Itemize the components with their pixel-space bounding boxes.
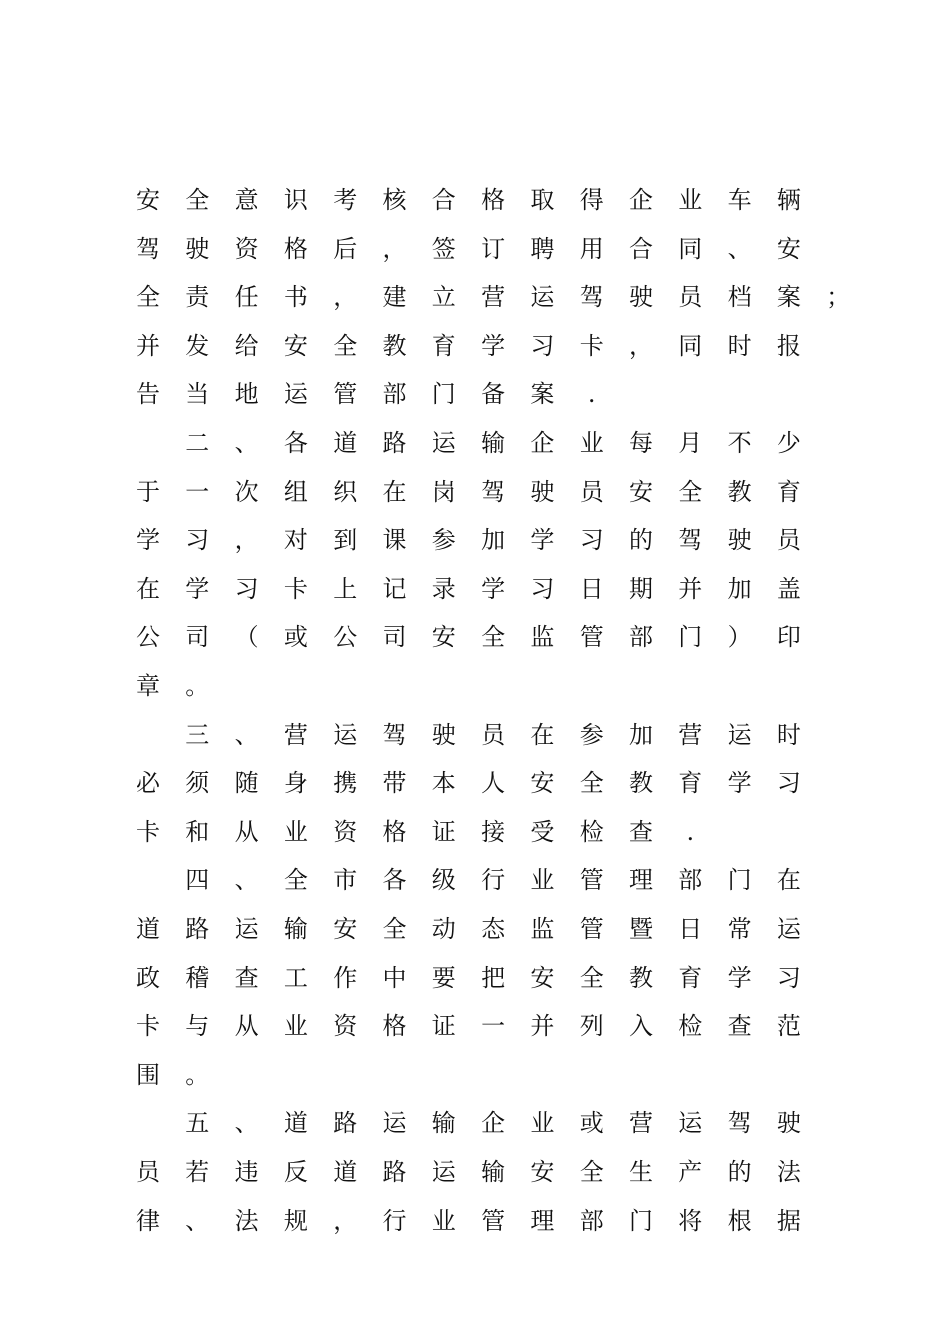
text-char: 部 — [382, 380, 407, 409]
text-char: 企 — [629, 186, 653, 214]
text-char: 四 — [185, 866, 210, 895]
text-char: 给 — [234, 331, 259, 360]
text-char: 加 — [481, 526, 506, 555]
text-char: 格 — [481, 186, 506, 214]
text-char: 查 — [234, 963, 259, 992]
text-char: ， — [333, 283, 358, 312]
text-char: 道 — [333, 429, 358, 457]
text-char: 告 — [136, 380, 160, 409]
text-char: 订 — [481, 234, 506, 263]
text-char: 。 — [185, 1060, 210, 1089]
text-char: 书 — [283, 283, 308, 312]
text-char: 业 — [530, 866, 555, 895]
text-char: 查 — [727, 1012, 752, 1041]
text-char: 驾 — [382, 720, 407, 749]
text-char: 营 — [283, 720, 308, 749]
text-char: 安 — [136, 186, 160, 214]
text-char: 全 — [185, 186, 210, 214]
text-line — [0, 1154, 950, 1190]
text-char: 育 — [776, 477, 801, 506]
text-char: 从 — [234, 1012, 259, 1041]
text-char: 或 — [579, 1109, 604, 1138]
text-line — [0, 1008, 950, 1044]
text-char: 营 — [678, 720, 703, 749]
text-line — [0, 1057, 950, 1093]
text-char: 全 — [333, 331, 358, 360]
text-char: 列 — [579, 1012, 604, 1041]
text-char: 管 — [579, 623, 604, 652]
text-char: 每 — [629, 429, 653, 457]
text-char: 意 — [234, 186, 259, 214]
text-char: 各 — [382, 866, 407, 895]
text-char: 规 — [283, 1206, 308, 1235]
text-char: 记 — [382, 574, 407, 603]
text-char: 任 — [234, 283, 259, 312]
text-char: 辆 — [776, 186, 801, 214]
text-line — [0, 765, 950, 801]
text-char: 录 — [431, 574, 456, 603]
text-char: 责 — [185, 283, 210, 312]
text-char: 安 — [629, 477, 653, 506]
text-char: 资 — [333, 817, 358, 846]
text-char: 公 — [333, 623, 358, 652]
text-char: 要 — [431, 963, 456, 992]
text-char: 上 — [333, 574, 358, 603]
text-char: 受 — [530, 817, 555, 846]
text-char: 围 — [136, 1060, 160, 1089]
text-char: 或 — [283, 623, 308, 652]
text-char: 当 — [185, 380, 210, 409]
text-char: 输 — [481, 1158, 506, 1186]
text-char: 级 — [431, 866, 456, 895]
text-char: 企 — [481, 1109, 506, 1138]
text-char: 二 — [185, 429, 210, 457]
text-char: 考 — [333, 186, 358, 214]
text-char: 市 — [333, 866, 358, 895]
text-char: 业 — [678, 186, 703, 214]
text-char: 的 — [629, 526, 653, 555]
text-char: 驶 — [431, 720, 456, 749]
text-char: 格 — [382, 817, 407, 846]
text-char: 运 — [530, 283, 555, 312]
text-char: . — [587, 380, 596, 409]
text-char: ； — [826, 283, 851, 312]
text-char: 监 — [530, 915, 555, 943]
text-char: 将 — [678, 1206, 703, 1235]
text-char: 输 — [481, 429, 506, 457]
text-line — [0, 911, 950, 947]
text-char: 全 — [579, 1158, 604, 1186]
text-char: 全 — [136, 283, 160, 312]
text-char: ， — [382, 234, 407, 263]
text-char: 织 — [333, 477, 358, 506]
text-char: 生 — [629, 1158, 653, 1186]
text-char: 安 — [530, 769, 555, 798]
text-char: 输 — [431, 1109, 456, 1138]
text-char: 课 — [382, 526, 407, 555]
text-char: 员 — [136, 1158, 160, 1186]
text-char: 企 — [530, 429, 555, 457]
text-char: 常 — [727, 915, 752, 943]
text-char: 学 — [481, 331, 506, 360]
text-char: 营 — [629, 1109, 653, 1138]
text-char: 并 — [530, 1012, 555, 1041]
text-char: 运 — [283, 380, 308, 409]
text-char: 月 — [678, 429, 703, 457]
text-char: 政 — [136, 963, 160, 992]
text-char: 从 — [234, 817, 259, 846]
text-char: 部 — [678, 866, 703, 895]
text-char: . — [686, 817, 695, 846]
text-char: 安 — [431, 623, 456, 652]
text-char: 岗 — [431, 477, 456, 506]
text-char: 习 — [776, 769, 801, 798]
text-char: 日 — [579, 574, 604, 603]
text-char: 驶 — [629, 283, 653, 312]
text-char: 对 — [283, 526, 308, 555]
text-char: 三 — [185, 720, 210, 749]
text-char: 行 — [382, 1206, 407, 1235]
text-char: 业 — [579, 429, 604, 457]
text-char: 中 — [382, 963, 407, 992]
text-char: 全 — [481, 623, 506, 652]
text-char: 管 — [333, 380, 358, 409]
text-char: 、 — [234, 866, 259, 895]
text-char: 携 — [333, 769, 358, 798]
text-line — [0, 522, 950, 558]
text-char: 营 — [481, 283, 506, 312]
paragraph-first-line — [0, 1105, 950, 1141]
text-char: 全 — [382, 915, 407, 943]
text-char: 业 — [283, 1012, 308, 1041]
text-char: 管 — [579, 866, 604, 895]
text-char: 驾 — [678, 526, 703, 555]
text-char: 道 — [333, 1158, 358, 1186]
text-char: 、 — [727, 234, 752, 263]
text-char: 门 — [727, 866, 752, 895]
text-char: 工 — [283, 963, 308, 992]
text-char: 门 — [629, 1206, 653, 1235]
text-char: 时 — [727, 331, 752, 360]
text-char: 检 — [579, 817, 604, 846]
text-char: 一 — [481, 1012, 506, 1041]
text-char: 和 — [185, 817, 210, 846]
text-char: 稽 — [185, 963, 210, 992]
text-char: 路 — [382, 1158, 407, 1186]
text-char: 地 — [234, 380, 259, 409]
text-char: 证 — [431, 1012, 456, 1041]
text-char: 部 — [579, 1206, 604, 1235]
text-char: 学 — [136, 526, 160, 555]
text-line — [0, 231, 950, 267]
text-char: 习 — [530, 574, 555, 603]
text-line — [0, 668, 950, 704]
text-char: 运 — [333, 720, 358, 749]
text-char: 据 — [776, 1206, 801, 1235]
text-char: 教 — [727, 477, 752, 506]
text-char: 路 — [185, 915, 210, 943]
text-char: 育 — [431, 331, 456, 360]
text-char: 立 — [431, 283, 456, 312]
text-char: 在 — [136, 574, 160, 603]
text-char: 同 — [678, 331, 703, 360]
text-char: 反 — [283, 1158, 308, 1186]
text-char: 司 — [185, 623, 210, 652]
text-char: 教 — [629, 769, 653, 798]
text-line — [0, 376, 950, 412]
text-char: 印 — [776, 623, 801, 652]
text-char: 建 — [382, 283, 407, 312]
text-char: 路 — [382, 429, 407, 457]
text-char: 并 — [678, 574, 703, 603]
text-char: 安 — [530, 1158, 555, 1186]
text-char: 驶 — [530, 477, 555, 506]
text-char: 、 — [185, 1206, 210, 1235]
text-char: 并 — [136, 331, 160, 360]
text-char: 签 — [431, 234, 456, 263]
text-char: 必 — [136, 769, 160, 798]
text-char: 识 — [283, 186, 308, 214]
text-char: 育 — [678, 769, 703, 798]
text-char: 道 — [283, 1109, 308, 1138]
text-char: 用 — [579, 234, 604, 263]
text-char: 习 — [530, 331, 555, 360]
text-char: （ — [234, 623, 259, 652]
text-line — [0, 328, 950, 364]
text-char: 业 — [431, 1206, 456, 1235]
text-char: 同 — [678, 234, 703, 263]
text-char: 参 — [579, 720, 604, 749]
text-char: 资 — [333, 1012, 358, 1041]
paragraph-first-line — [0, 425, 950, 461]
text-char: 学 — [727, 769, 752, 798]
text-char: 育 — [678, 963, 703, 992]
text-char: 习 — [185, 526, 210, 555]
text-char: 公 — [136, 623, 160, 652]
text-char: 身 — [283, 769, 308, 798]
text-char: ， — [629, 331, 653, 360]
text-char: 习 — [579, 526, 604, 555]
text-char: 理 — [530, 1206, 555, 1235]
text-char: 运 — [431, 1158, 456, 1186]
text-char: 员 — [579, 477, 604, 506]
text-char: 于 — [136, 477, 160, 506]
text-char: 期 — [629, 574, 653, 603]
text-char: 卡 — [136, 817, 160, 846]
text-char: 须 — [185, 769, 210, 798]
text-char: 盖 — [776, 574, 801, 603]
text-char: 习 — [776, 963, 801, 992]
text-char: ， — [333, 1206, 358, 1235]
text-char: 驶 — [185, 234, 210, 263]
text-line — [0, 474, 950, 510]
text-char: 理 — [629, 866, 653, 895]
text-char: 各 — [283, 429, 308, 457]
text-char: 产 — [678, 1158, 703, 1186]
text-char: 格 — [283, 234, 308, 263]
text-char: 车 — [727, 186, 752, 214]
text-char: 门 — [431, 380, 456, 409]
text-char: 少 — [776, 429, 801, 457]
text-char: 运 — [776, 915, 801, 943]
text-char: 备 — [481, 380, 506, 409]
text-char: 司 — [382, 623, 407, 652]
text-line — [0, 960, 950, 996]
text-char: 章 — [136, 672, 160, 700]
text-char: 管 — [579, 915, 604, 943]
text-char: 监 — [530, 623, 555, 652]
text-line — [0, 1203, 950, 1239]
paragraph-first-line — [0, 862, 950, 898]
text-char: 证 — [431, 817, 456, 846]
text-char: 时 — [776, 720, 801, 749]
text-char: 教 — [629, 963, 653, 992]
text-char: 管 — [481, 1206, 506, 1235]
text-char: 安 — [333, 915, 358, 943]
text-char: 查 — [629, 817, 653, 846]
text-char: 案 — [530, 380, 555, 409]
text-char: 报 — [776, 331, 801, 360]
text-char: 若 — [185, 1158, 210, 1186]
text-char: 在 — [530, 720, 555, 749]
text-char: 的 — [727, 1158, 752, 1186]
text-char: 入 — [629, 1012, 653, 1041]
text-char: 组 — [283, 477, 308, 506]
text-char: 得 — [579, 186, 604, 214]
text-char: 路 — [333, 1109, 358, 1138]
text-char: 格 — [382, 1012, 407, 1041]
text-char: 驶 — [727, 526, 752, 555]
text-char: 后 — [333, 234, 358, 263]
text-char: 在 — [382, 477, 407, 506]
text-char: 行 — [481, 866, 506, 895]
text-char: 把 — [481, 963, 506, 992]
text-char: 在 — [776, 866, 801, 895]
text-char: 教 — [382, 331, 407, 360]
text-char: 带 — [382, 769, 407, 798]
text-char: 法 — [776, 1158, 801, 1186]
text-char: 运 — [678, 1109, 703, 1138]
text-char: ， — [234, 526, 259, 555]
text-char: 接 — [481, 817, 506, 846]
text-char: 安 — [776, 234, 801, 263]
text-char: 、 — [234, 429, 259, 457]
text-char: 员 — [481, 720, 506, 749]
text-char: 。 — [185, 672, 210, 700]
text-char: 安 — [283, 331, 308, 360]
text-char: 运 — [382, 1109, 407, 1138]
text-char: 卡 — [579, 331, 604, 360]
text-line — [0, 279, 950, 315]
text-char: 卡 — [136, 1012, 160, 1041]
text-char: 全 — [579, 963, 604, 992]
text-char: 运 — [234, 915, 259, 943]
text-char: 驾 — [481, 477, 506, 506]
paragraph-first-line — [0, 717, 950, 753]
text-char: 资 — [234, 234, 259, 263]
text-char: 学 — [727, 963, 752, 992]
text-char: 日 — [678, 915, 703, 943]
text-char: 案 — [776, 283, 801, 312]
text-char: 学 — [185, 574, 210, 603]
text-char: 加 — [727, 574, 752, 603]
text-char: 全 — [283, 866, 308, 895]
text-char: 员 — [776, 526, 801, 555]
text-char: 聘 — [530, 234, 555, 263]
text-char: 加 — [629, 720, 653, 749]
text-char: 业 — [530, 1109, 555, 1138]
text-char: 随 — [234, 769, 259, 798]
text-char: 道 — [136, 915, 160, 943]
text-char: 安 — [530, 963, 555, 992]
text-char: 全 — [579, 769, 604, 798]
text-char: 暨 — [629, 915, 653, 943]
text-char: 根 — [727, 1206, 752, 1235]
text-char: 违 — [234, 1158, 259, 1186]
text-char: 不 — [727, 429, 752, 457]
text-char: 取 — [530, 186, 555, 214]
text-char: 驾 — [136, 234, 160, 263]
text-char: 范 — [776, 1012, 801, 1041]
text-char: 学 — [530, 526, 555, 555]
text-char: 部 — [629, 623, 653, 652]
text-char: 业 — [283, 817, 308, 846]
text-line — [0, 571, 950, 607]
text-char: 发 — [185, 331, 210, 360]
text-line — [0, 182, 950, 218]
text-char: 作 — [333, 963, 358, 992]
text-char: 学 — [481, 574, 506, 603]
text-char: 输 — [283, 915, 308, 943]
text-char: 档 — [727, 283, 752, 312]
text-char: 运 — [727, 720, 752, 749]
text-char: 门 — [678, 623, 703, 652]
text-char: 员 — [678, 283, 703, 312]
text-char: 、 — [234, 1109, 259, 1138]
text-char: 法 — [234, 1206, 259, 1235]
text-char: ） — [727, 623, 752, 652]
text-line — [0, 619, 950, 655]
text-char: 卡 — [283, 574, 308, 603]
text-char: 全 — [678, 477, 703, 506]
text-char: 检 — [678, 1012, 703, 1041]
text-char: 核 — [382, 186, 407, 214]
text-char: 合 — [629, 234, 653, 263]
text-char: 律 — [136, 1206, 160, 1235]
text-char: 驶 — [776, 1109, 801, 1138]
text-char: 到 — [333, 526, 358, 555]
text-char: 态 — [481, 915, 506, 943]
text-char: 动 — [431, 915, 456, 943]
text-char: 驾 — [727, 1109, 752, 1138]
text-char: 、 — [234, 720, 259, 749]
text-char: 次 — [234, 477, 259, 506]
text-char: 参 — [431, 526, 456, 555]
text-char: 习 — [234, 574, 259, 603]
text-char: 与 — [185, 1012, 210, 1041]
text-char: 驾 — [579, 283, 604, 312]
text-char: 运 — [431, 429, 456, 457]
text-char: 本 — [431, 769, 456, 798]
text-char: 一 — [185, 477, 210, 506]
text-char: 五 — [185, 1109, 210, 1138]
text-char: 合 — [431, 186, 456, 214]
text-line — [0, 814, 950, 850]
text-char: 人 — [481, 769, 506, 798]
